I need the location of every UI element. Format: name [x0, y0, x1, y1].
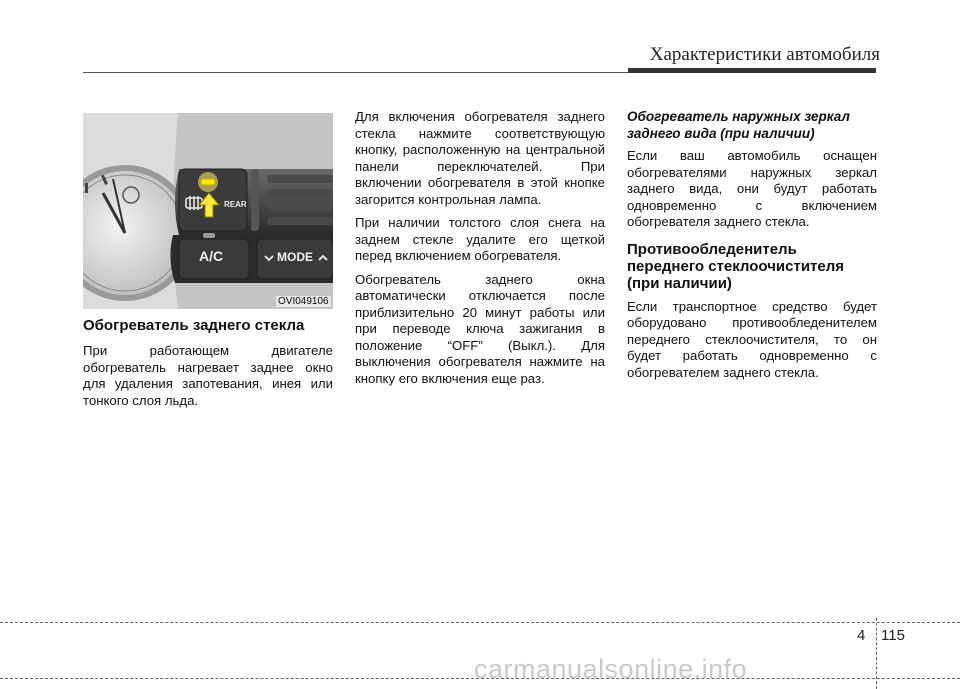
column-2: [355, 109, 605, 394]
figure-code: OVI049106: [278, 296, 329, 307]
header-rule-thick: [628, 68, 876, 73]
paragraph: При работающем двигателе обогреватель нагревает заднее окно для удаления запотевания, инея или тонкого слоя льда.: [83, 343, 333, 408]
header-title: Характеристики автомобиля: [649, 44, 880, 65]
control-panel-photo: [83, 113, 333, 309]
chapter-number: 4: [857, 627, 866, 644]
ac-button-label: A/C: [199, 248, 224, 264]
footer-separator: [876, 618, 877, 689]
footer-rule: [0, 622, 960, 623]
header-rule-thin: [83, 72, 628, 73]
page-number: 115: [881, 627, 905, 644]
paragraph: При наличии толстого слоя снега на заднем стекле удалите его щеткой перед включением обогревателя.: [355, 215, 605, 263]
section-heading-rear-defroster: Обогреватель заднего стекла: [83, 317, 305, 334]
rear-button-label: REAR: [224, 200, 247, 209]
column-3: [627, 109, 877, 388]
mode-button-label: MODE: [277, 250, 313, 264]
watermark: carmanualsonline.info: [474, 654, 748, 684]
section-heading-wiper-deicer: Противообледенитель переднего стеклоочистителя (при наличии): [627, 240, 845, 292]
section-heading-mirror-defroster: Обогреватель наружных зеркал заднего вида (при наличии): [627, 109, 850, 141]
paragraph: Если транспортное средство будет оборудовано противообледенителем переднего стеклоочистителя, то он будет работать одновременно с обогревателем заднего стекла.: [627, 298, 877, 380]
paragraph: Для включения обогревателя заднего стекла нажмите соответствующую кнопку, расположенную на центральной панели переключателей. При включении обогревателя в этой кнопке загорится контрольная лампа.: [355, 109, 605, 207]
indicator-lamp-glow: [198, 172, 218, 192]
paragraph: Обогреватель заднего окна автоматически отключается после приблизительно 20 минут работы или при переводе ключа зажигания в положение “OFF” (Выкл.). Для выключения обогревателя нажмите на кнопку его включения еще раз.: [355, 271, 605, 386]
paragraph: Если ваш автомобиль оснащен обогревателями наружных зеркал заднего вида, они будут работать одновременно с включением обогревателя заднего стекла.: [627, 148, 877, 229]
column-1: [83, 317, 333, 416]
